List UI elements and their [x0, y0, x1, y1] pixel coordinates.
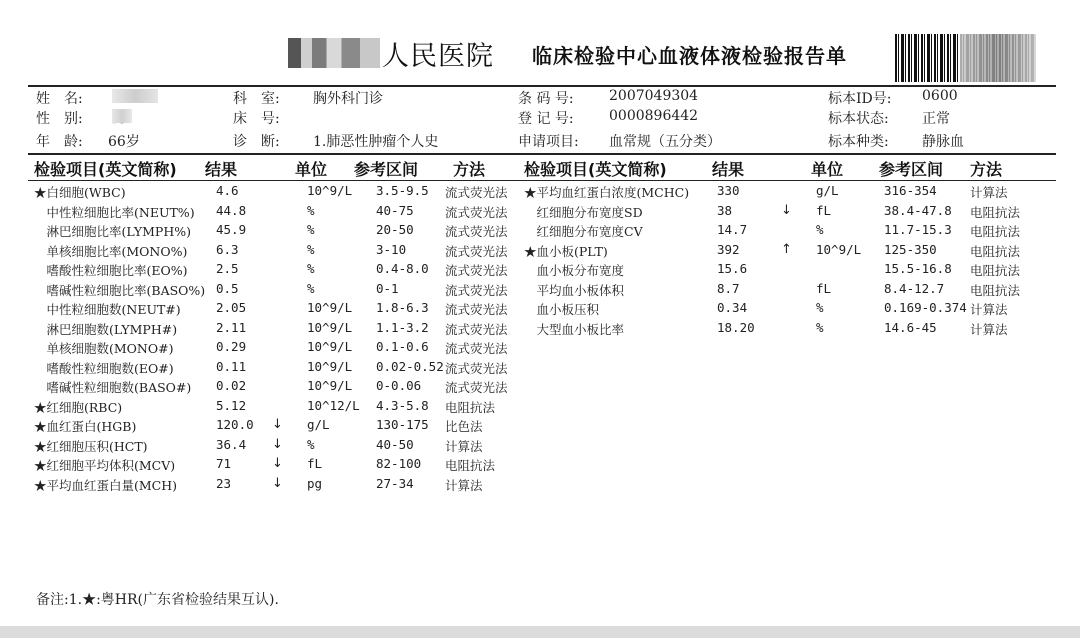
- col-result-left: 结果: [205, 160, 238, 179]
- result-value: 2.05: [216, 300, 247, 315]
- result-item: 大型血小板比率: [524, 321, 625, 337]
- result-value: 4.6: [216, 183, 239, 198]
- result-value: 44.8: [216, 202, 247, 218]
- result-unit: 10^9/L: [307, 358, 353, 374]
- result-value: 23: [216, 475, 232, 491]
- result-method: 流式荧光法: [445, 341, 508, 356]
- result-unit: fL: [816, 202, 832, 218]
- diagnosis-value: 1.肺恶性肿瘤个人史: [313, 134, 439, 150]
- result-item: 单核细胞比率(MONO%): [34, 243, 188, 259]
- result-value: 71: [216, 456, 232, 471]
- name-label: 姓 名:: [36, 91, 83, 107]
- result-range: 125-350: [884, 241, 937, 257]
- result-method: 流式荧光法: [445, 321, 508, 337]
- result-range: 14.6-45: [884, 319, 937, 335]
- result-unit: fL: [816, 280, 832, 296]
- result-flag: ↓: [781, 202, 792, 218]
- result-method: 计算法: [445, 477, 483, 493]
- gender-label: 性 别:: [36, 111, 83, 127]
- result-unit: %: [816, 222, 824, 237]
- result-item: ★平均血红蛋白浓度(MCHC): [524, 185, 690, 200]
- barcode-redacted: [960, 34, 1036, 82]
- result-unit: %: [307, 241, 315, 257]
- result-method: 电阻抗法: [970, 263, 1021, 278]
- result-unit: %: [307, 261, 315, 276]
- result-value: 330: [717, 183, 740, 198]
- result-unit: fL: [307, 456, 323, 471]
- result-range: 40-75: [376, 202, 414, 218]
- result-item: 中性粒细胞比率(NEUT%): [34, 204, 195, 220]
- result-range: 0.1-0.6: [376, 339, 429, 354]
- result-flag: ↓: [272, 475, 283, 491]
- request-value: 血常规（五分类）: [609, 134, 721, 150]
- request-label: 申请项目:: [518, 134, 579, 150]
- result-method: 计算法: [970, 185, 1008, 200]
- result-method: 电阻抗法: [445, 399, 496, 415]
- dept-value: 胸外科门诊: [313, 91, 383, 107]
- hospital-name-redacted: [288, 38, 380, 68]
- result-item: 血小板压积: [524, 302, 600, 317]
- result-item: 嗜酸性粒细胞数(EO#): [34, 360, 174, 376]
- result-method: 流式荧光法: [445, 185, 508, 200]
- col-range-right: 参考区间: [879, 160, 944, 179]
- col-range-left: 参考区间: [354, 160, 419, 179]
- result-item: ★白细胞(WBC): [34, 185, 126, 200]
- result-range: 130-175: [376, 417, 429, 432]
- dept-label: 科 室:: [233, 91, 280, 107]
- result-range: 0-1: [376, 280, 399, 296]
- result-method: 电阻抗法: [970, 204, 1021, 220]
- sample-type-label: 标本种类:: [828, 134, 889, 150]
- result-method: 流式荧光法: [445, 282, 508, 298]
- result-range: 1.8-6.3: [376, 300, 429, 315]
- result-method: 电阻抗法: [970, 282, 1021, 298]
- header-underline: [28, 180, 1056, 181]
- result-item: 嗜酸性粒细胞比率(EO%): [34, 263, 188, 278]
- result-range: 1.1-3.2: [376, 319, 429, 335]
- result-unit: %: [307, 222, 315, 237]
- result-range: 3.5-9.5: [376, 183, 429, 198]
- barcode-value: 2007049304: [609, 88, 699, 104]
- result-unit: 10^9/L: [307, 300, 353, 315]
- result-value: 0.5: [216, 280, 239, 296]
- result-item: 嗜碱性粒细胞比率(BASO%): [34, 282, 206, 298]
- result-range: 38.4-47.8: [884, 202, 952, 218]
- result-item: 嗜碱性粒细胞数(BASO#): [34, 380, 192, 395]
- result-unit: 10^9/L: [307, 339, 353, 354]
- result-item: ★红细胞压积(HCT): [34, 438, 148, 454]
- result-unit: 10^9/L: [307, 183, 353, 198]
- sample-type-value: 静脉血: [922, 134, 964, 150]
- gender-redacted: [112, 109, 132, 123]
- result-unit: %: [307, 436, 315, 452]
- result-method: 流式荧光法: [445, 380, 508, 395]
- result-unit: %: [307, 202, 315, 218]
- result-flag: ↓: [272, 456, 283, 471]
- result-item: ★红细胞平均体积(MCV): [34, 458, 176, 473]
- result-unit: g/L: [307, 417, 330, 432]
- col-item-left: 检验项目(英文简称): [34, 160, 177, 179]
- result-range: 15.5-16.8: [884, 261, 952, 276]
- result-unit: 10^9/L: [816, 241, 862, 257]
- header-divider: [28, 85, 1056, 87]
- result-value: 45.9: [216, 222, 247, 237]
- result-item: ★血红蛋白(HGB): [34, 419, 137, 434]
- name-redacted: [112, 89, 158, 103]
- result-item: ★平均血红蛋白量(MCH): [34, 477, 178, 493]
- result-method: 电阻抗法: [970, 243, 1021, 259]
- result-value: 5.12: [216, 397, 247, 413]
- result-item: 淋巴细胞比率(LYMPH%): [34, 224, 191, 239]
- result-item: 红细胞分布宽度CV: [524, 224, 643, 239]
- sample-status-label: 标本状态:: [828, 111, 889, 127]
- register-label: 登 记 号:: [518, 111, 574, 127]
- result-range: 27-34: [376, 475, 414, 491]
- result-item: 血小板分布宽度: [524, 263, 625, 278]
- result-method: 电阻抗法: [970, 224, 1021, 239]
- result-method: 比色法: [445, 419, 483, 434]
- result-value: 14.7: [717, 222, 748, 237]
- result-item: 单核细胞数(MONO#): [34, 341, 174, 356]
- result-range: 4.3-5.8: [376, 397, 429, 413]
- result-range: 0-0.06: [376, 378, 422, 393]
- result-range: 0.169-0.374: [884, 300, 967, 315]
- bed-label: 床 号:: [233, 111, 280, 127]
- result-method: 流式荧光法: [445, 224, 508, 239]
- page-bottom-edge: [0, 626, 1080, 638]
- result-method: 流式荧光法: [445, 243, 508, 259]
- result-value: 6.3: [216, 241, 239, 257]
- result-item: ★血小板(PLT): [524, 243, 608, 259]
- result-value: 2.5: [216, 261, 239, 276]
- result-range: 3-10: [376, 241, 407, 257]
- col-unit-right: 单位: [811, 160, 844, 179]
- result-method: 流式荧光法: [445, 360, 508, 376]
- result-range: 11.7-15.3: [884, 222, 952, 237]
- result-flag: ↑: [781, 241, 792, 257]
- result-value: 0.11: [216, 358, 247, 374]
- result-range: 20-50: [376, 222, 414, 237]
- result-flag: ↓: [272, 436, 283, 452]
- age-label: 年 龄:: [36, 134, 83, 150]
- result-flag: ↓: [272, 417, 283, 432]
- age-value: 66岁: [108, 134, 140, 150]
- result-method: 流式荧光法: [445, 204, 508, 220]
- result-value: 0.29: [216, 339, 247, 354]
- result-unit: %: [816, 319, 824, 335]
- result-value: 15.6: [717, 261, 748, 276]
- result-unit: g/L: [816, 183, 839, 198]
- result-value: 36.4: [216, 436, 247, 452]
- result-method: 计算法: [970, 321, 1008, 337]
- result-item: 淋巴细胞数(LYMPH#): [34, 321, 178, 337]
- result-value: 392: [717, 241, 740, 257]
- result-method: 计算法: [970, 302, 1008, 317]
- sample-id-value: 0600: [922, 88, 958, 104]
- result-range: 82-100: [376, 456, 422, 471]
- result-range: 40-50: [376, 436, 414, 452]
- register-value: 0000896442: [609, 108, 699, 124]
- diagnosis-label: 诊 断:: [233, 134, 280, 150]
- result-value: 0.02: [216, 378, 247, 393]
- result-value: 0.34: [717, 300, 748, 315]
- result-item: 红细胞分布宽度SD: [524, 204, 643, 220]
- result-method: 计算法: [445, 438, 483, 454]
- result-unit: 10^9/L: [307, 378, 353, 393]
- result-range: 0.02-0.52: [376, 358, 444, 374]
- report-title: 临床检验中心血液体液检验报告单: [532, 44, 847, 68]
- hospital-name: 人民医院: [382, 41, 494, 72]
- result-unit: 10^9/L: [307, 319, 353, 335]
- result-value: 2.11: [216, 319, 247, 335]
- result-range: 8.4-12.7: [884, 280, 945, 296]
- result-range: 0.4-8.0: [376, 261, 429, 276]
- result-method: 流式荧光法: [445, 263, 508, 278]
- col-method-right: 方法: [970, 160, 1003, 179]
- result-item: 中性粒细胞数(NEUT#): [34, 302, 181, 317]
- result-value: 8.7: [717, 280, 740, 296]
- result-unit: %: [307, 280, 315, 296]
- sample-id-label: 标本ID号:: [828, 91, 892, 107]
- result-method: 流式荧光法: [445, 302, 508, 317]
- info-divider: [28, 153, 1056, 155]
- result-unit: %: [816, 300, 824, 315]
- col-method-left: 方法: [453, 160, 486, 179]
- barcode-label: 条 码 号:: [518, 91, 574, 107]
- result-method: 电阻抗法: [445, 458, 496, 473]
- col-unit-left: 单位: [295, 160, 328, 179]
- result-value: 120.0: [216, 417, 254, 432]
- result-unit: pg: [307, 475, 323, 491]
- result-value: 38: [717, 202, 733, 218]
- result-range: 316-354: [884, 183, 937, 198]
- result-unit: 10^12/L: [307, 397, 360, 413]
- footer-note: 备注:1.★:粤HR(广东省检验结果互认).: [36, 592, 279, 608]
- result-item: ★红细胞(RBC): [34, 399, 123, 415]
- col-item-right: 检验项目(英文简称): [524, 160, 667, 179]
- sample-status-value: 正常: [922, 111, 950, 127]
- result-value: 18.20: [717, 319, 755, 335]
- col-result-right: 结果: [712, 160, 745, 179]
- result-item: 平均血小板体积: [524, 282, 625, 298]
